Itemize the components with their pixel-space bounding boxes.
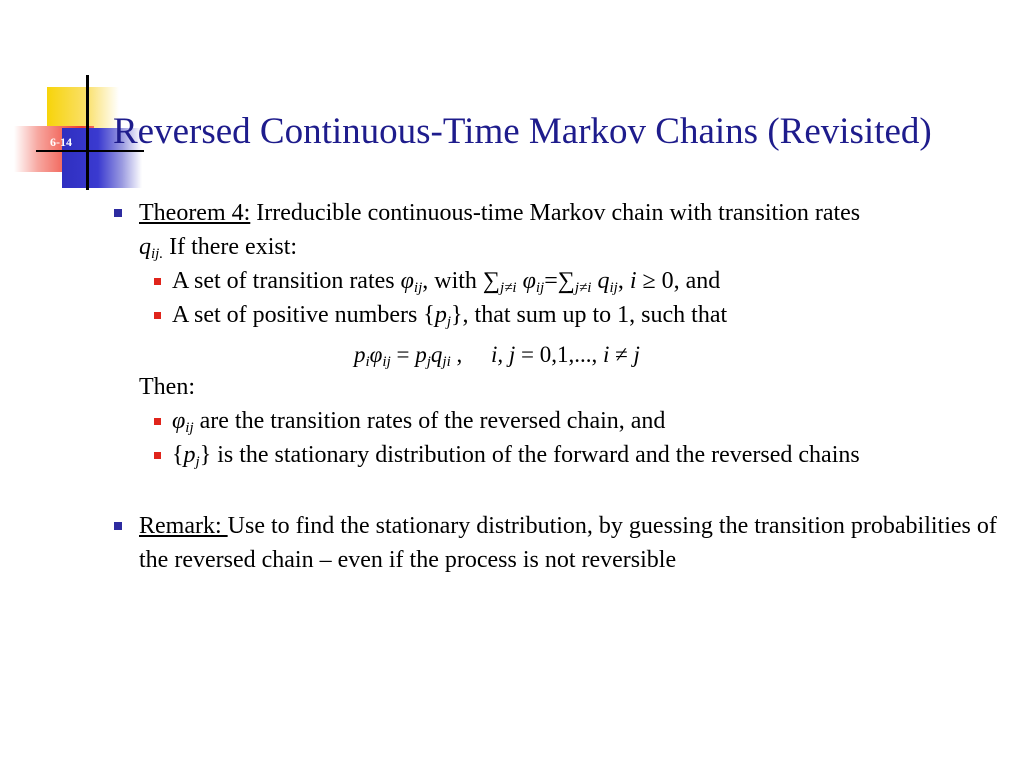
math-q: q [430, 342, 443, 367]
theorem-text: If there exist: [163, 234, 298, 260]
math-subscript: ji [442, 354, 451, 370]
math-indices: i, j [491, 342, 516, 367]
math-sum: ∑ [557, 268, 575, 294]
math-phi: φ [172, 408, 186, 434]
math-subscript: j≠i [500, 280, 517, 296]
math-space [462, 342, 491, 367]
then-label: Then: [139, 374, 195, 400]
condition-text: }, that sum up to 1, such that [451, 302, 728, 328]
math-subscript: j≠i [574, 280, 592, 296]
math-j: j [633, 342, 640, 367]
math-range: = 0,1,..., [515, 342, 604, 367]
square-bullet-icon [114, 522, 122, 530]
square-bullet-icon [154, 278, 161, 285]
math-i: i [629, 268, 637, 294]
math-phi: φ [400, 268, 414, 294]
math-phi: φ [522, 268, 536, 294]
math-subscript: ij [535, 280, 545, 296]
math-subscript: ij [609, 280, 618, 296]
math-subscript: ij [413, 280, 423, 296]
math-p: p [183, 442, 196, 468]
conclusion-text: { [172, 442, 184, 468]
math-q: q [139, 234, 151, 260]
math-equals: = [544, 268, 558, 294]
remark-label: Remark: [139, 513, 228, 539]
square-bullet-icon [154, 312, 161, 319]
conclusion-distribution [114, 438, 1009, 472]
decor-vertical-line [86, 75, 89, 190]
balance-equation [354, 338, 1009, 370]
slide-number: 6-14 [50, 135, 72, 149]
conclusion-text: are the transition rates of the reversed chain, and [193, 408, 666, 434]
square-bullet-icon [154, 418, 161, 425]
theorem-text: Irreducible continuous-time Markov chain with transition rates [250, 200, 861, 226]
math-subscript: j [426, 354, 431, 370]
condition-text: , [617, 268, 630, 294]
math-subscript: j [446, 314, 451, 330]
math-phi: φ [369, 342, 383, 367]
conclusion-rates [114, 404, 1009, 438]
square-bullet-icon [114, 209, 122, 217]
math-q: q [591, 268, 610, 294]
slide-title: Reversed Continuous-Time Markov Chains (Revisited) [113, 111, 932, 152]
math-p: p [354, 342, 366, 367]
math-comma: , [450, 342, 463, 367]
math-sum: ∑ [482, 268, 501, 294]
theorem-label: Theorem 4: [139, 200, 251, 226]
condition-numbers [114, 298, 1009, 332]
condition-text: A set of transition rates [172, 268, 401, 294]
math-subscript: i [365, 354, 370, 370]
remark-paragraph [114, 509, 1009, 577]
condition-text: A set of positive numbers { [172, 302, 435, 328]
math-equals: = [390, 342, 416, 367]
math-subscript: j [195, 454, 200, 470]
math-p: p [415, 342, 427, 367]
math-subscript: ij [382, 354, 391, 370]
math-i: i [603, 342, 610, 367]
math-subscript: ij [185, 420, 194, 436]
conclusion-text: } is the stationary distribution of the forward and the reversed chains [199, 442, 860, 468]
math-p: p [434, 302, 447, 328]
condition-rates [114, 264, 1009, 298]
slide-content [114, 196, 1009, 577]
math-subscript: ij. [151, 246, 164, 262]
math-neq: ≠ [609, 342, 634, 367]
condition-text: ≥ 0, and [636, 268, 721, 294]
condition-text: , with [422, 268, 483, 294]
theorem-paragraph [114, 196, 1009, 264]
spacer [114, 472, 1009, 509]
remark-text: Use to find the stationary distribution, by guessing the transition probabilities of the reversed chain – even if the process is not reversible [139, 513, 997, 573]
square-bullet-icon [154, 452, 161, 459]
